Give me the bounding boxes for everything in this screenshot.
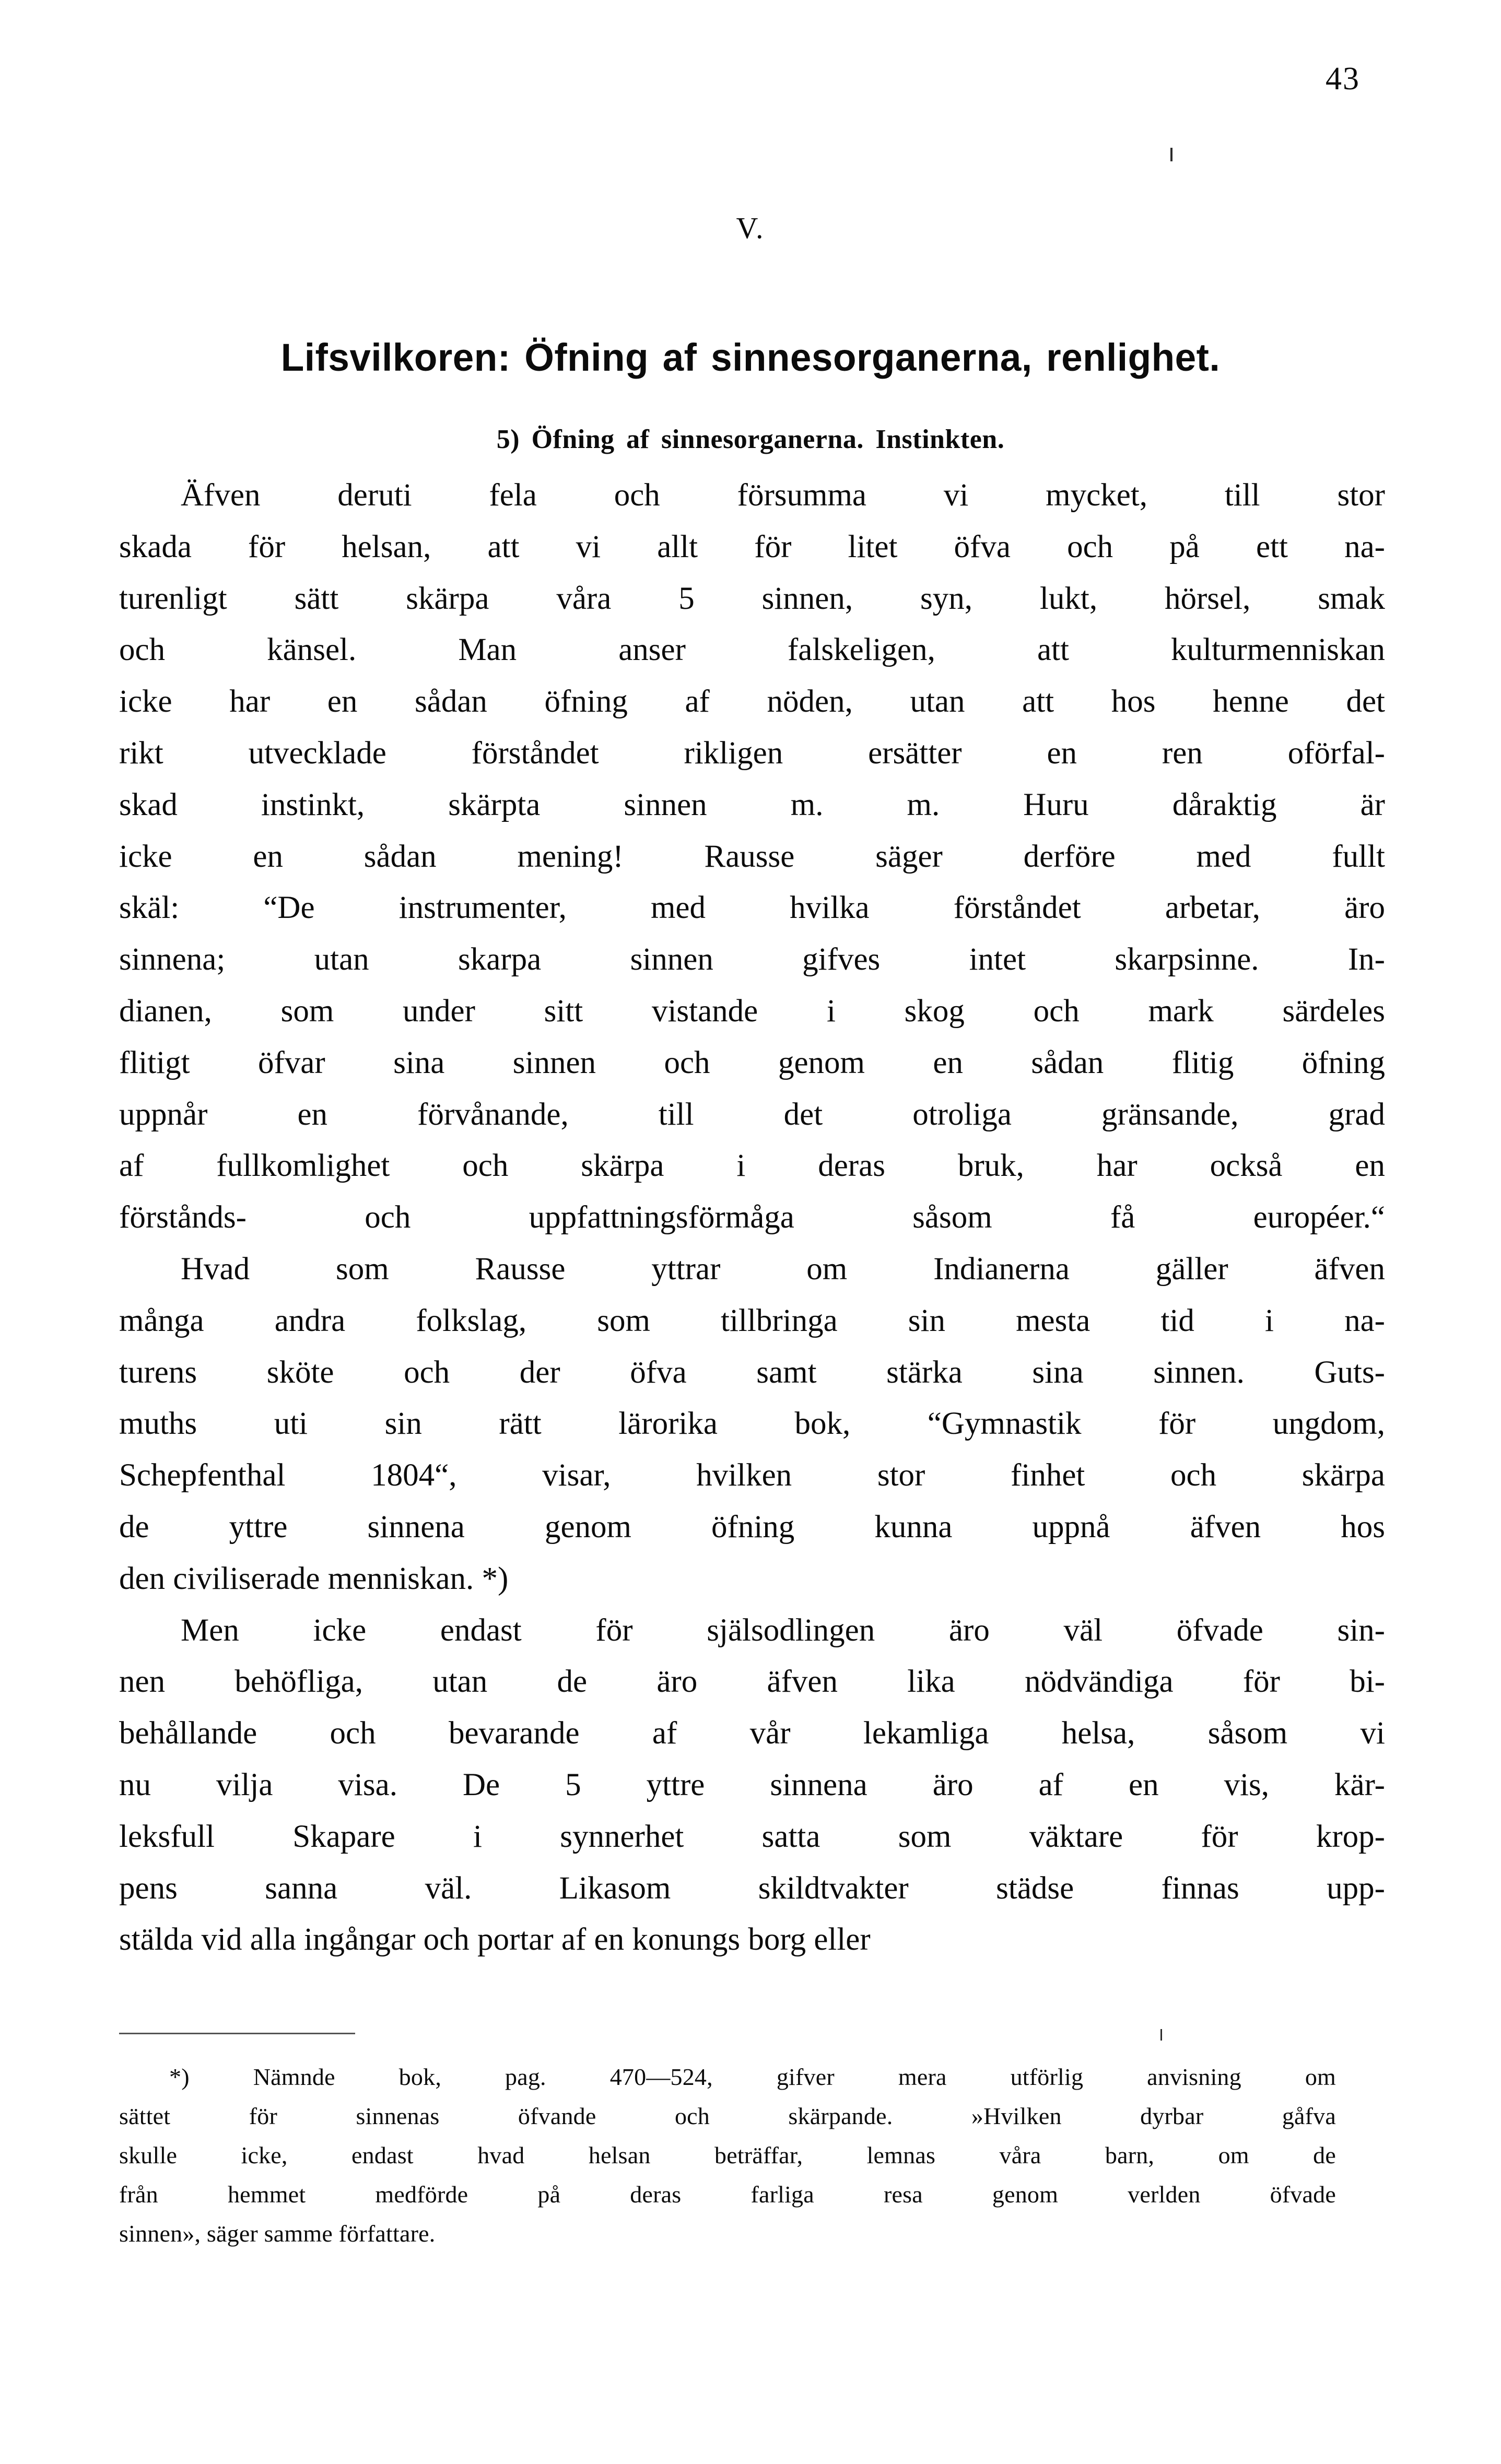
text-line bbox=[119, 1811, 1385, 1863]
text-line bbox=[119, 470, 1385, 522]
text-line-content: Hvad som Rausse yttrar om Indianerna gäller äfven bbox=[181, 1251, 1385, 1287]
text-line bbox=[119, 1656, 1385, 1708]
text-line-content: skad instinkt, skärpta sinnen m. m. Huru dåraktig är bbox=[119, 787, 1385, 822]
text-line bbox=[119, 1089, 1385, 1141]
text-line-content: de yttre sinnena genom öfning kunna uppnå äfven hos bbox=[119, 1509, 1385, 1545]
text-line bbox=[119, 1914, 1385, 1966]
text-line bbox=[119, 522, 1385, 573]
text-line-content: sinnena; utan skarpa sinnen gifves intet skarpsinne. In- bbox=[119, 942, 1385, 977]
scan-speck-bottom bbox=[1160, 2029, 1162, 2041]
scan-speck-top bbox=[1170, 148, 1172, 161]
text-line bbox=[119, 780, 1385, 831]
text-line bbox=[119, 1295, 1385, 1347]
page-title: Lifsvilkoren: Öfning af sinnesorganerna, renlighet. bbox=[280, 335, 1221, 379]
text-line bbox=[119, 1038, 1385, 1089]
text-line-content: och känsel. Man anser falskeligen, att kulturmenniskan bbox=[119, 632, 1385, 668]
text-line bbox=[119, 882, 1385, 934]
text-line-content: Äfven deruti fela och försumma vi mycket, till stor bbox=[181, 478, 1385, 513]
text-line bbox=[119, 1760, 1385, 1811]
text-line bbox=[119, 1863, 1385, 1915]
text-line-content: leksfull Skapare i synnerhet satta som väktare för krop- bbox=[119, 1819, 1385, 1854]
text-line-content: uppnår en förvånande, till det otroliga gränsande, grad bbox=[119, 1097, 1385, 1132]
text-line-content: muths uti sin rätt lärorika bok, “Gymnastik för ungdom, bbox=[119, 1406, 1385, 1442]
text-line-content: från hemmet medförde på deras farliga resa genom verlden öfvade bbox=[119, 2181, 1336, 2208]
text-line-content: dianen, som under sitt vistande i skog och mark särdeles bbox=[119, 993, 1385, 1029]
text-line bbox=[119, 1450, 1385, 1502]
text-line bbox=[119, 1553, 1385, 1605]
text-line-content: stälda vid alla ingångar och portar af en konungs borg eller bbox=[119, 1922, 871, 1958]
text-line bbox=[119, 831, 1385, 883]
text-line-content: den civiliserade menniskan. *) bbox=[119, 1561, 509, 1596]
text-line-content: Men icke endast för själsodlingen äro väl öfvade sin- bbox=[181, 1612, 1385, 1648]
text-line-content: turenligt sätt skärpa våra 5 sinnen, syn, lukt, hörsel, smak bbox=[119, 581, 1385, 616]
text-line-content: icke en sådan mening! Rausse säger derföre med fullt bbox=[119, 839, 1385, 874]
text-line bbox=[119, 573, 1385, 625]
text-line bbox=[119, 1708, 1385, 1760]
section-subtitle: 5) Öfning af sinnesorganerna. Instinkten. bbox=[496, 425, 1005, 455]
body-text bbox=[119, 470, 1385, 1966]
text-line bbox=[119, 1192, 1385, 1244]
text-line-content: *) Nämnde bok, pag. 470—524, gifver mera utförlig anvisning om bbox=[169, 2064, 1336, 2090]
text-line-content: flitigt öfvar sina sinnen och genom en sådan flitig öfning bbox=[119, 1045, 1385, 1080]
text-line bbox=[119, 934, 1385, 986]
chapter-numeral: V. bbox=[736, 211, 765, 245]
text-line-content: turens sköte och der öfva samt stärka sina sinnen. Guts- bbox=[119, 1354, 1385, 1390]
text-line-content: Schepfenthal 1804“, visar, hvilken stor finhet och skärpa bbox=[119, 1458, 1385, 1493]
text-line-content: förstånds- och uppfattningsförmåga såsom få européer.“ bbox=[119, 1200, 1385, 1235]
text-line bbox=[119, 2057, 1336, 2096]
text-line bbox=[119, 1605, 1385, 1657]
text-line bbox=[119, 2136, 1336, 2175]
text-line bbox=[119, 1244, 1385, 1295]
text-line-content: skulle icke, endast hvad helsan beträffar, lemnas våra barn, om de bbox=[119, 2142, 1336, 2168]
text-line bbox=[119, 676, 1385, 728]
text-line bbox=[119, 1347, 1385, 1399]
footnote-separator bbox=[119, 2033, 355, 2034]
page-number: 43 bbox=[1326, 61, 1360, 97]
text-line-content: pens sanna väl. Likasom skildtvakter städse finnas upp- bbox=[119, 1870, 1385, 1906]
text-line bbox=[119, 1398, 1385, 1450]
text-line bbox=[119, 1140, 1385, 1192]
text-line-content: behållande och bevarande af vår lekamliga helsa, såsom vi bbox=[119, 1716, 1385, 1751]
text-line-content: många andra folkslag, som tillbringa sin mesta tid i na- bbox=[119, 1303, 1385, 1338]
text-line bbox=[119, 1502, 1385, 1553]
text-line-content: af fullkomlighet och skärpa i deras bruk, har också en bbox=[119, 1148, 1385, 1184]
text-line-content: sinnen», säger samme författare. bbox=[119, 2220, 436, 2247]
footnote-text bbox=[119, 2057, 1336, 2253]
text-line-content: skäl: “De instrumenter, med hvilka förståndet arbetar, äro bbox=[119, 890, 1385, 926]
text-line bbox=[119, 2214, 1336, 2253]
text-line bbox=[119, 2175, 1336, 2214]
text-line bbox=[119, 624, 1385, 676]
text-line-content: nu vilja visa. De 5 yttre sinnena äro af en vis, kär- bbox=[119, 1767, 1385, 1802]
text-line-content: sättet för sinnenas öfvande och skärpande. »Hvilken dyrbar gåfva bbox=[119, 2103, 1336, 2129]
text-line-content: nen behöfliga, utan de äro äfven lika nödvändiga för bi- bbox=[119, 1664, 1385, 1700]
text-line-content: skada för helsan, att vi allt för litet öfva och på ett na- bbox=[119, 529, 1385, 564]
text-line-content: icke har en sådan öfning af nöden, utan att hos henne det bbox=[119, 684, 1385, 720]
text-line bbox=[119, 986, 1385, 1038]
text-line bbox=[119, 728, 1385, 780]
text-line-content: rikt utvecklade förståndet rikligen ersätter en ren oförfal- bbox=[119, 735, 1385, 771]
text-line bbox=[119, 2096, 1336, 2136]
